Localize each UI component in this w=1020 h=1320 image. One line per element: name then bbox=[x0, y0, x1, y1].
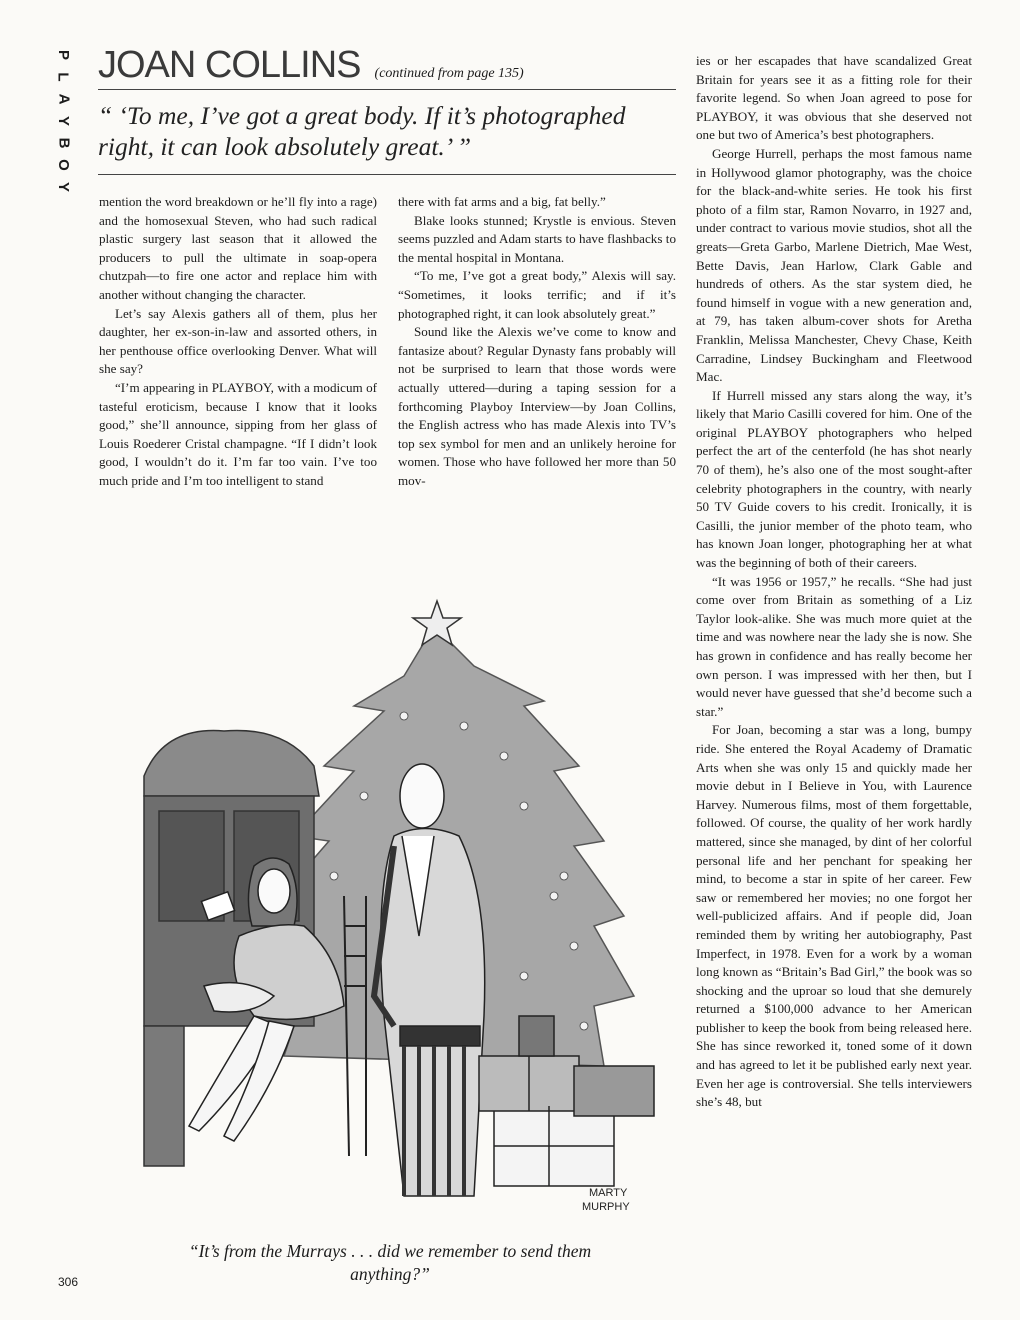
spine-letter: B bbox=[55, 137, 72, 149]
pull-quote: “ ‘To me, I’ve got a great body. If it’s photographed right, it can look absolutely great.’ ” bbox=[98, 101, 626, 161]
cartoon-illustration bbox=[104, 596, 674, 1236]
paragraph: George Hurrell, perhaps the most famous name in Hollywood glamor photography, was the choice for the black-and-white series. He took his first photo of a film star, Ramon Novarro, in 1927 and, under contract to various movie studios, shot all the greats—Greta Garbo, Marlene Dietrich, Mae West, Bette Davis, Jean Harlow, Clark Gable and hundreds of others. As the star system died, he found himself in vogue with a new generation and, at 79, has taken album-cover shots for Aretha Franklin, Melissa Manchester, Chevy Chase, Keith Carradine, Lindsey Buckingham and Fleetwood Mac. bbox=[696, 145, 972, 385]
paragraph: For Joan, becoming a star was a long, bumpy ride. She entered the Royal Academy of Dramatic Arts when she was only 15 and quickly made her movie debut in I Believe in You, with Laurence Harvey. Numerous films, most of them forgettable, followed. Of course, the quality of her work hardly mattered, since she managed, by dint of her colorful personal life and her penchant for speaking her mind, to become a star in spite of her career. Few saw or remembered her movies; no one forgot her well-publicized affairs. And if people did, Joan reminded them by writing her autobiography, Past Imperfect, in 1978. Even for a work by a woman long known as “Britain’s Bad Girl,” the book was so shocking and the uproar so loud that she demurely returned a $100,000 advance to her American publisher to keep the book from being released here. She has since reworked it, toned some of it down and has agreed to let it be published early next year. Even her age is controversial. She tells interviewers she’s 48, but bbox=[696, 722, 972, 1110]
paragraph: “It was 1956 or 1957,” he recalls. “She had just come over from Britain as something of a Liz Taylor look-alike. She was much more quiet at the time and was nowhere near the lady she is now. She has grown in confidence and has really become her own person. I was impressed with her then, but I would never have guessed that she’d become such a star.” bbox=[696, 573, 972, 719]
spine-letter: L bbox=[54, 72, 72, 82]
text-column-3 bbox=[696, 52, 972, 1112]
cartoonist-signature bbox=[582, 1187, 630, 1213]
paragraph: “To me, I’ve got a great body,” Alexis will say. “Sometimes, it looks terrific; and if it’s photographed right, it can look absolutely great.” bbox=[398, 268, 676, 321]
signature-line-2: MURPHY bbox=[582, 1201, 630, 1213]
page-number: 306 bbox=[58, 1275, 79, 1289]
pull-quote-rule bbox=[98, 174, 676, 175]
paragraph: ies or her escapades that have scandalized Great Britain for years see it as a fitting role for their favorite legend. So when Joan agreed to pose for PLAYBOY, it was obvious that she deserved not one but two of America’s best photographers. bbox=[696, 53, 972, 143]
paragraph: Let’s say Alexis gathers all of them, plus her daughter, her ex-son-in-law and assorted others, in her penthouse office overlooking Denver. What will she say? bbox=[99, 305, 377, 377]
text-column-2 bbox=[398, 193, 676, 491]
spine-letter: Y bbox=[54, 181, 72, 193]
signature-line-1: MARTY bbox=[589, 1187, 628, 1199]
cartoon-caption: “It’s from the Murrays . . . did we remember to send them anything?” bbox=[188, 1241, 592, 1284]
paragraph: mention the word breakdown or he’ll fly into a rage) and the homosexual Steven, who had such radical plastic surgery last season that it allowed the producers to pull the ultimate in soap-opera chutzpah—to fire one actor and replace him with another without changing the character. bbox=[99, 194, 377, 302]
paragraph: If Hurrell missed any stars along the way, it’s likely that Mario Casilli covered for him. One of the original PLAYBOY photographers who helped perfect the art of the centerfold (he has shot nearly 70 of them), he’s also one of the most sought-after celebrity photographers in the country, with nearly 50 TV Guide covers to his credit. Ironically, it is Casilli, the junior member of the photo team, who has known Joan longer, photographing her at what was the beginning of both of their careers. bbox=[696, 387, 972, 571]
spine-letter: A bbox=[55, 93, 72, 105]
text-column-1 bbox=[99, 193, 377, 491]
continued-note: (continued from page 135) bbox=[374, 66, 524, 81]
paragraph: Sound like the Alexis we’ve come to know and fantasize about? Regular Dynasty fans probably will not be surprised to learn that those words were actually uttered—during a taping session for a forthcoming Playboy Interview—by Joan Collins, the English actress who has made Alexis into TV’s top sex symbol for men and an unlikely heroine for women. Those who have followed her more than 50 mov- bbox=[398, 324, 676, 488]
spine-letter: P bbox=[54, 49, 72, 61]
spine-letter: O bbox=[54, 159, 72, 171]
magazine-spine-logo bbox=[52, 44, 74, 198]
spine-letter: Y bbox=[54, 115, 72, 127]
header-rule bbox=[98, 89, 676, 90]
article-title: JOAN COLLINS bbox=[98, 44, 361, 86]
article-header bbox=[98, 44, 676, 175]
christmas-cartoon bbox=[104, 596, 674, 1236]
paragraph: there with fat arms and a big, fat belly.” bbox=[398, 194, 606, 209]
paragraph: “I’m appearing in PLAYBOY, with a modicum of tasteful eroticism, because I know that it looks good,” she’ll announce, sipping from her glass of Louis Roederer Cristal champagne. “If I didn’t look good, I wouldn’t do it. I’m far too vain. I’ve too much pride and I’m too intelligent to stand bbox=[99, 379, 377, 488]
paragraph: Blake looks stunned; Krystle is envious. Steven seems puzzled and Adam starts to have flashbacks to the mental hospital in Montana. bbox=[398, 212, 676, 265]
